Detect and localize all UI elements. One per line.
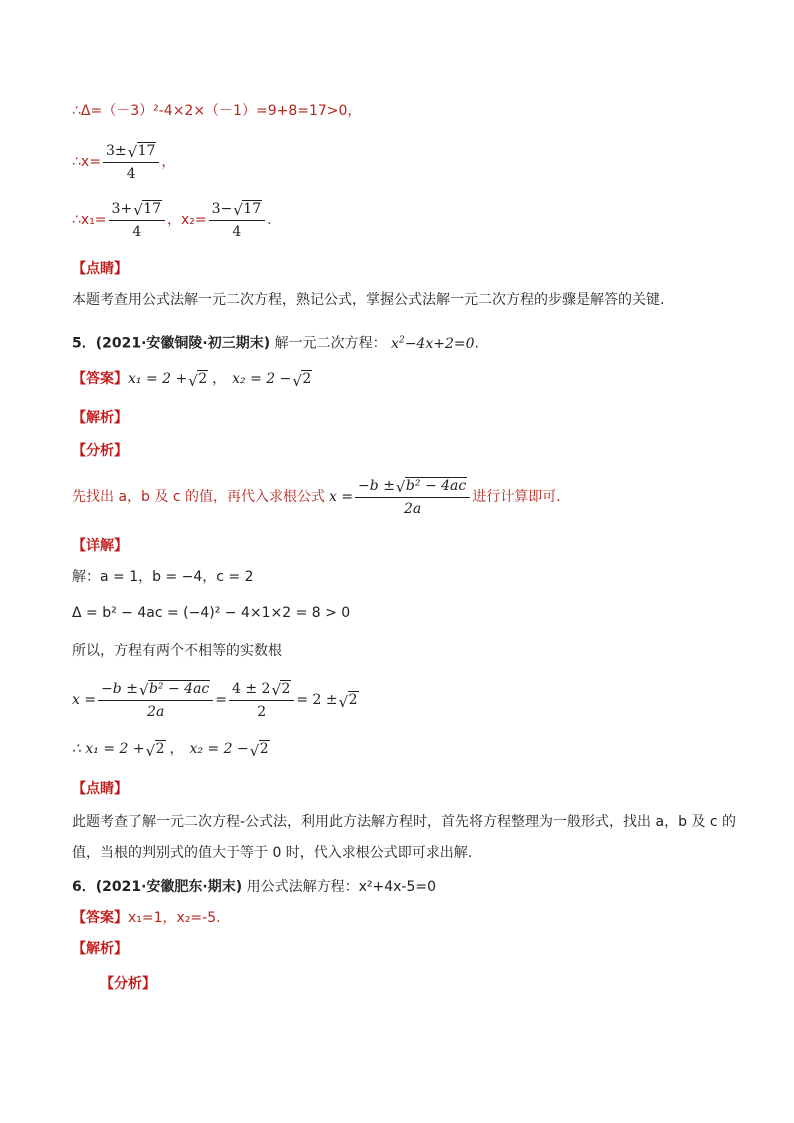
section-tag-daan-2: 【答案】 (72, 910, 128, 926)
solution-fraction-2: 4 ± 2 √ 2 2 (229, 680, 294, 721)
roots-end: . (267, 212, 272, 228)
section-tag-jiexi: 【解析】 (72, 410, 128, 426)
sqrt-17: √ 17 (127, 142, 156, 161)
comment-text: 本题考查用公式法解一元二次方程，熟记公式，掌握公式法解一元二次方程的步骤是解答的关键. (72, 292, 665, 308)
section-tag-daan: 【答案】 (72, 371, 128, 387)
question-6-header (72, 877, 436, 897)
solution-formula-line: x = −b ± √ b² − 4ac 2a = 4 ± 2 √ 2 2 = 2 ± √ 2 (72, 680, 358, 720)
section-tag-xiangjie: 【详解】 (72, 538, 128, 554)
question-5-equation: $x^2-4x+2=0$ (391, 335, 475, 352)
root2-prefix: ，x₂= (167, 212, 207, 228)
fraction-denominator: 4 (126, 165, 136, 182)
comment-5-line2: 值，当根的判别式的值大于等于 0 时，代入求根公式即可求出解. (72, 845, 473, 861)
final-roots-line: ∴ x₁ = 2 + √ 2 ， x₂ = 2 − √ 2 (72, 741, 269, 760)
question-5-header: 5．(2021·安徽铜陵·初三期末) 解一元二次方程： $x^2-4x+2=0$. (72, 335, 479, 352)
x-formula-line (72, 140, 175, 184)
answer-root1: x₁ = 2 + (128, 371, 188, 387)
discriminant-line: Δ = b² − 4ac = (−4)² − 4×1×2 = 8 > 0 (72, 605, 351, 621)
roots-line (72, 198, 272, 242)
section-tag-fenxi: 【分析】 (72, 443, 128, 459)
x-formula-suffix: ， (161, 154, 176, 170)
answer-line-6 (72, 908, 221, 928)
fraction-numerator-text: 3± (105, 142, 127, 159)
root1-fraction: 3+ √ 17 4 (109, 200, 165, 241)
x-formula-prefix: ∴x= (72, 154, 101, 170)
section-tag-jiexi-2: 【解析】 (72, 941, 128, 957)
question-6-source: 6．(2021·安徽肥东·期末) (72, 879, 243, 895)
analysis-text-a: 先找出 a，b 及 c 的值，再代入求根公式 (72, 489, 325, 505)
question-5-source: 5．(2021·安徽铜陵·初三期末) (72, 335, 271, 352)
root1-prefix: ∴x₁= (72, 212, 107, 228)
x-formula-fraction (103, 142, 159, 183)
delta-calculation-line: ∴Δ=（－3）²-4×2×（－1）=9+8=17>0， (72, 103, 362, 119)
section-tag-dianjing: 【点睛】 (72, 261, 128, 277)
solution-fraction-1: −b ± √ b² − 4ac 2a (98, 680, 213, 721)
comment-5-line1: 此题考查了解一元二次方程-公式法，利用此方法解方程时，首先将方程整理为一般形式，找出 a，b 及 c 的 (72, 814, 737, 830)
answer-root2: x₂ = 2 − (232, 371, 292, 387)
root2-fraction: 3− √ 17 4 (209, 200, 265, 241)
coefficient-line: 解：a = 1，b = −4，c = 2 (72, 569, 254, 585)
quadratic-formula: −b ± √ b² − 4ac 2a (355, 477, 470, 518)
section-tag-fenxi-2: 【分析】 (100, 976, 156, 992)
section-tag-dianjing-2: 【点睛】 (72, 781, 128, 797)
answer-6-text: x₁=1，x₂=-5. (128, 910, 221, 926)
answer-line-5: 【答案】 x₁ = 2 + √ 2 ， x₂ = 2 − √ 2 (72, 371, 312, 390)
analysis-text-b: 进行计算即可. (472, 489, 561, 505)
question-6-text: 用公式法解方程：x²+4x-5=0 (246, 879, 437, 895)
question-5-text: 解一元二次方程： (274, 335, 387, 352)
analysis-line: 先找出 a，b 及 c 的值，再代入求根公式 x = −b ± √ b² − 4ac 2a 进行计算即可. (72, 477, 561, 517)
conclusion-line: 所以，方程有两个不相等的实数根 (72, 643, 282, 659)
